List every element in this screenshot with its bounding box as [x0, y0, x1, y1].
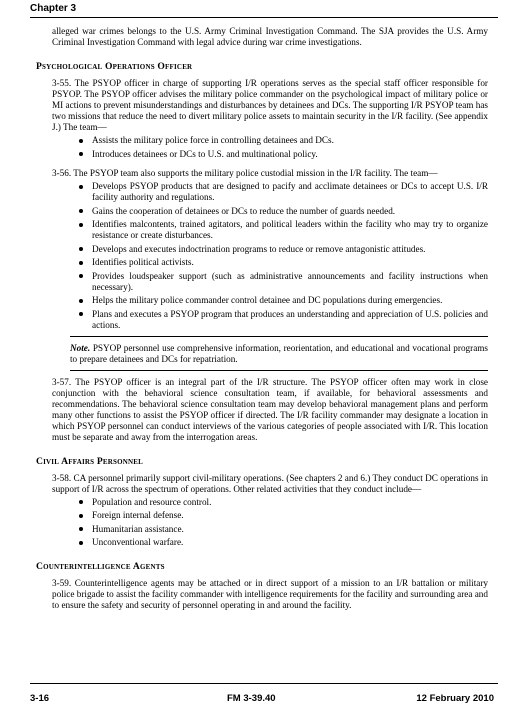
paragraph-3-58: 3-58. CA personnel primarily support civil-military operations. (See chapters 2 and 6.) They conduct DC operations in support of I/R across the spectrum of operations. Other related activities that they conduct include— [52, 472, 488, 494]
footer-page-number: 3-16 [30, 693, 50, 704]
bullet-list-3-55 [52, 135, 488, 160]
list-item: Helps the military police commander control detainee and DC populations during emergencies. [92, 295, 488, 306]
bullet-list-3-56 [52, 181, 488, 331]
note-label: Note. [70, 342, 91, 353]
page-content [36, 26, 488, 611]
list-item: Humanitarian assistance. [92, 524, 488, 535]
list-item: Population and resource control. [92, 497, 488, 508]
list-item: Identifies political activists. [92, 257, 488, 268]
footer-rule [30, 683, 498, 684]
footer-date: 12 February 2010 [416, 693, 494, 704]
paragraph-3-57: 3-57. The PSYOP officer is an integral part of the I/R structure. The PSYOP officer often may work in close conjunction with the behavioral science consultation team, if available, for behavioral assessments and recommendations. The behavioral science consultation team may develop behavioral management plans and perform many other functions to assist the PSYOP officer if directed. The I/R facility commander may designate a location in which PSYOP personnel can conduct interviews of the various categories of people associated with I/R. This location must be separate and away from the interrogation areas. [52, 376, 488, 442]
paragraph-3-55: 3-55. The PSYOP officer in charge of supporting I/R operations serves as the special staff officer responsible for PSYOP. The PSYOP officer advises the military police commander on the psychological impact of military police or MI actions to prevent misunderstandings and disturbances by detainees and DCs. The supporting I/R PSYOP team has two missions that reduce the need to divert military police assets to maintain security in the I/R facility. (See appendix J.) The team— [52, 78, 488, 132]
chapter-header: Chapter 3 [30, 3, 77, 14]
list-item: Unconventional warfare. [92, 537, 488, 548]
paragraph-3-59: 3-59. Counterintelligence agents may be attached or in direct support of a mission to an I/R battalion or military police brigade to assist the facility commander with intelligence requirements for the facility and surrounding area and to ensure the safety and security of personnel operating in and around the facility. [52, 578, 488, 610]
intro-paragraph: alleged war crimes belongs to the U.S. Army Criminal Investigation Command. The SJA provides the U.S. Army Criminal Investigation Command with legal advice during war crime investigations. [52, 26, 488, 47]
note-box [70, 336, 488, 371]
list-item: Assists the military police force in controlling detainees and DCs. [92, 135, 488, 146]
list-item: Develops and executes indoctrination programs to reduce or remove antagonistic attitudes. [92, 244, 488, 255]
list-item: Gains the cooperation of detainees or DCs to reduce the number of guards needed. [92, 206, 488, 217]
note-text: PSYOP personnel use comprehensive information, reorientation, and educational and vocational programs to prepare detainees and DCs for repatriation. [70, 342, 488, 364]
note-paragraph [70, 343, 488, 365]
list-item: Develops PSYOP products that are designed to pacify and acclimate detainees or DCs to accept U.S. I/R facility authority and regulations. [92, 181, 488, 202]
bullet-list-3-58 [52, 497, 488, 549]
heading-civil-affairs: Civil Affairs Personnel [36, 455, 144, 467]
header-rule [30, 17, 498, 18]
list-item: Plans and executes a PSYOP program that produces an understanding and appreciation of U.S. policies and actions. [92, 308, 488, 330]
list-item: Provides loudspeaker support (such as administrative announcements and facility instructions when necessary). [92, 270, 488, 292]
list-item: Introduces detainees or DCs to U.S. and multinational policy. [92, 149, 488, 160]
heading-counterintelligence: Counterintelligence Agents [36, 561, 165, 572]
list-item: Identifies malcontents, trained agitators, and political leaders within the facility who may try to organize resistance or create disturbances. [92, 219, 488, 240]
footer-manual-id: FM 3-39.40 [227, 693, 276, 704]
heading-psyop-officer: Psychological Operations Officer [36, 61, 193, 72]
list-item: Foreign internal defense. [92, 510, 488, 521]
paragraph-3-56: 3-56. The PSYOP team also supports the military police custodial mission in the I/R facility. The team— [52, 168, 438, 178]
